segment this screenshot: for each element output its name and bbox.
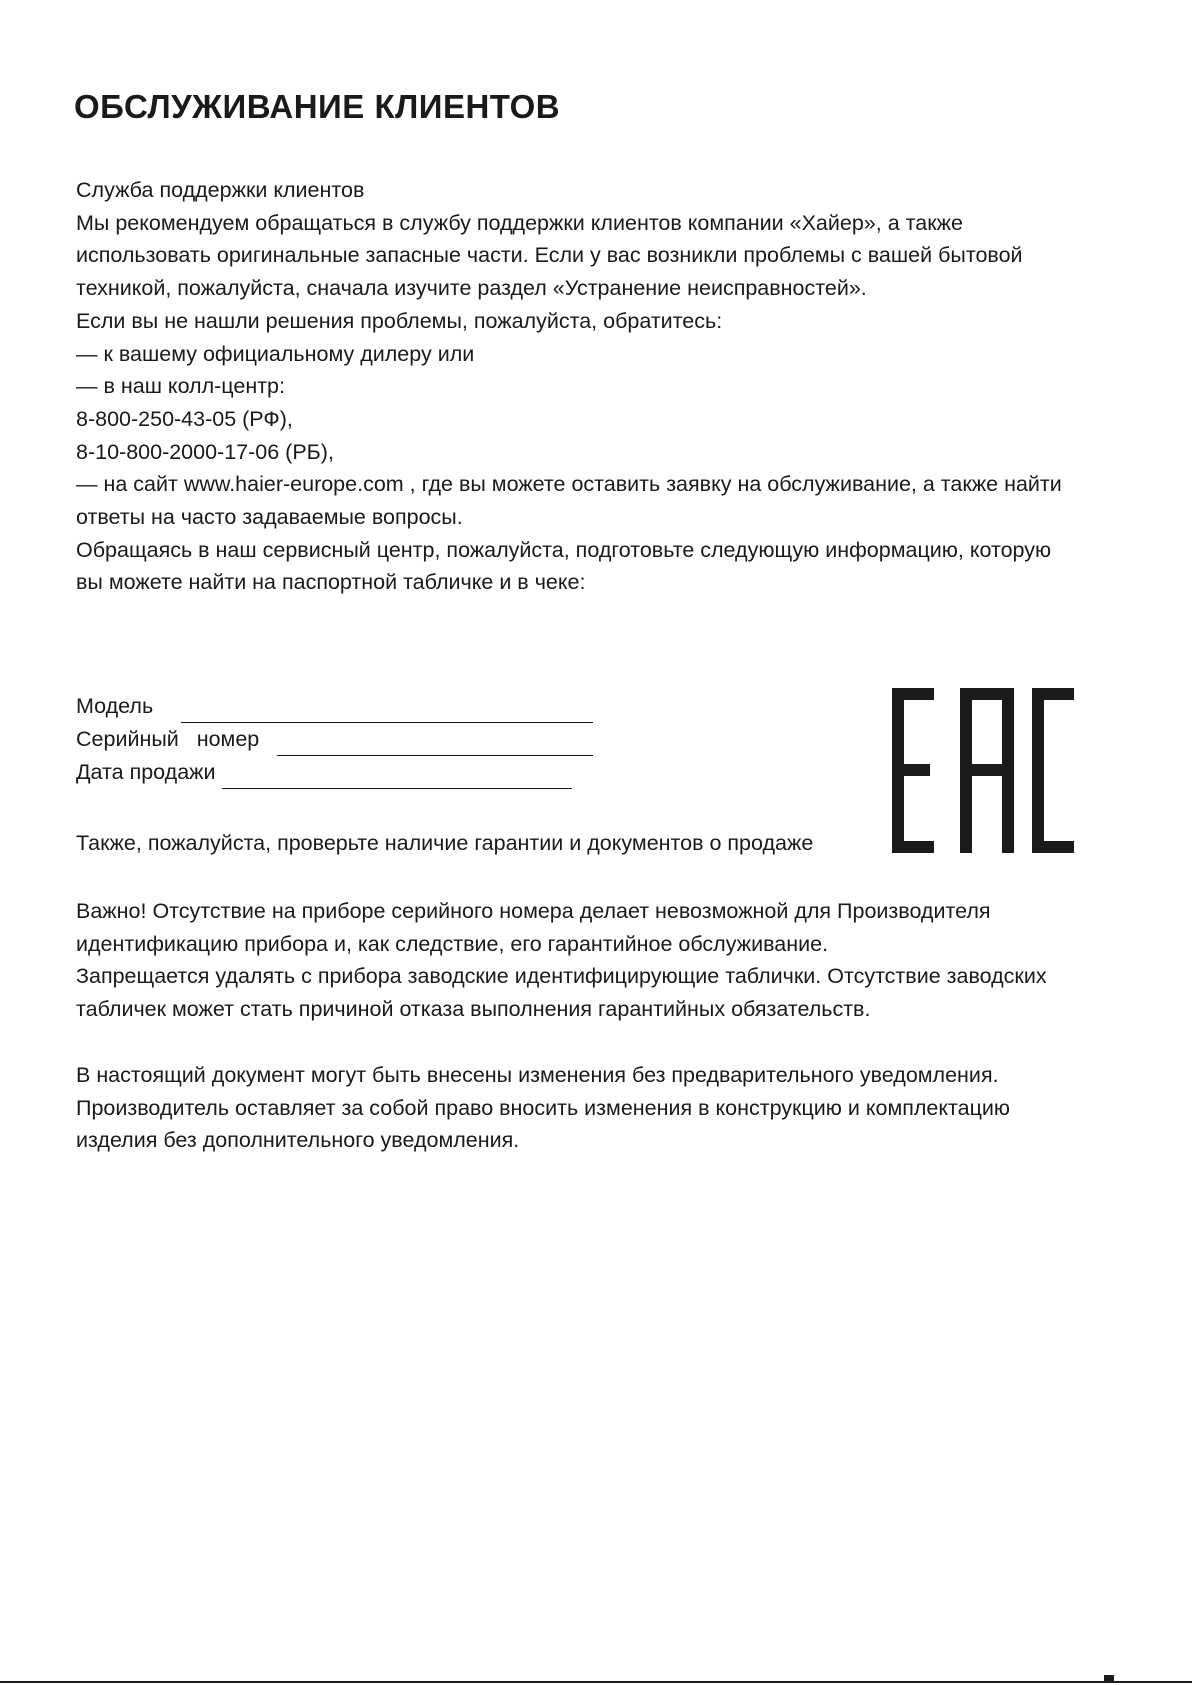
intro-line: Если вы не нашли решения проблемы, пожалуйста, обратитесь: — [76, 308, 723, 333]
notice-line: изделия без дополнительного уведомления. — [76, 1128, 520, 1153]
notice-line: Производитель оставляет за собой право вносить изменения в конструкцию и комплектацию — [76, 1095, 1011, 1120]
serial-field-line[interactable] — [277, 733, 593, 756]
intro-line: вы можете найти на паспортной табличке и в чеке: — [76, 570, 586, 595]
sale-date-field-line[interactable] — [222, 766, 572, 789]
important-line: табличек может стать причиной отказа выполнения гарантийных обязательств. — [76, 997, 871, 1022]
check-documents-line: Также, пожалуйста, проверьте наличие гарантии и документов о продаже — [76, 831, 814, 855]
intro-line: ответы на часто задаваемые вопросы. — [76, 505, 463, 530]
phone-rb: 8-10-800-2000-17-06 (РБ), — [76, 439, 334, 464]
serial-label: Серийный номер — [76, 727, 260, 751]
changes-notice — [76, 1059, 1096, 1157]
product-info-form — [76, 690, 593, 789]
check-documents-text — [76, 827, 1096, 860]
model-label: Модель — [76, 694, 154, 718]
sale-date-label: Дата продажи — [76, 760, 216, 784]
model-row — [76, 690, 593, 723]
page-corner-mark — [1104, 1675, 1114, 1681]
model-field-line[interactable] — [181, 700, 593, 723]
intro-line: Обращаясь в наш сервисный центр, пожалуйста, подготовьте следующую информацию, которую — [76, 537, 1052, 562]
intro-line: — в наш колл-центр: — [76, 374, 285, 399]
important-line: Важно! Отсутствие на приборе серийного номера делает невозможной для Производителя — [76, 899, 991, 923]
intro-line: — к вашему официальному дилеру или — [76, 341, 475, 366]
intro-line: техникой, пожалуйста, сначала изучите раздел «Устранение неисправностей». — [76, 276, 867, 301]
support-intro — [76, 174, 1096, 599]
intro-line: использовать оригинальные запасные части. Если у вас возникли проблемы с вашей бытовой — [76, 243, 1023, 268]
important-line: идентификацию прибора и, как следствие, его гарантийное обслуживание. — [76, 931, 829, 956]
intro-line: Мы рекомендуем обращаться в службу поддержки клиентов компании «Хайер», а также — [76, 210, 963, 235]
website-line: — на сайт www.haier-europe.com , где вы можете оставить заявку на обслуживание, а также найти — [76, 472, 1062, 497]
important-notice — [76, 895, 1096, 1026]
page-title: ОБСЛУЖИВАНИЕ КЛИЕНТОВ — [74, 88, 561, 125]
phone-rf: 8-800-250-43-05 (РФ), — [76, 406, 293, 431]
notice-line: В настоящий документ могут быть внесены изменения без предварительного уведомления. — [76, 1063, 999, 1087]
serial-row — [76, 723, 593, 756]
date-row — [76, 756, 593, 789]
intro-line: Служба поддержки клиентов — [76, 178, 365, 202]
page-bottom-rule — [0, 1681, 1192, 1683]
important-line: Запрещается удалять с прибора заводские идентифицирующие таблички. Отсутствие заводских — [76, 964, 1047, 989]
